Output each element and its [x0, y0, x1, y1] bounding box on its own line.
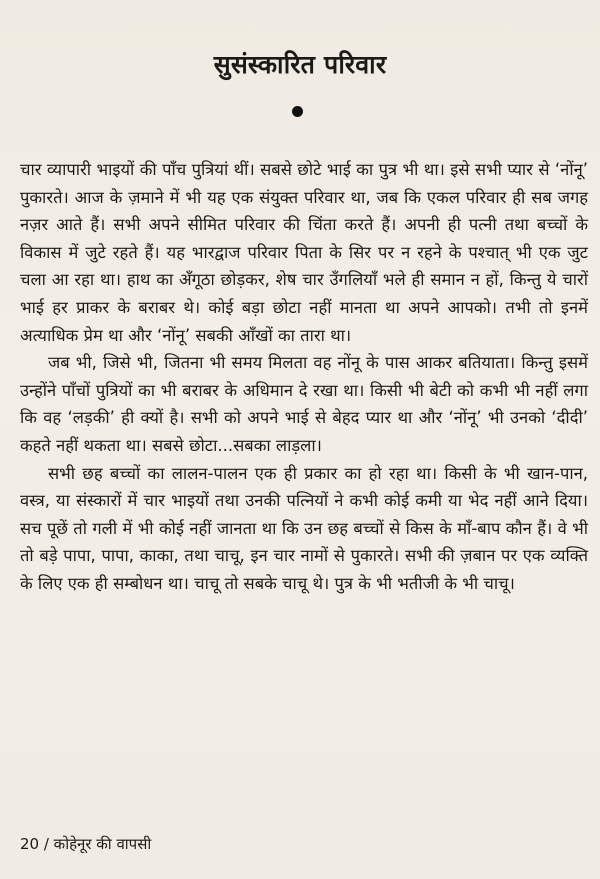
paragraph-3: सभी छह बच्चों का लालन-पालन एक ही प्रकार का हो रहा था। किसी के भी खान-पान, वस्त्र, या संस्कारों में चार भाइयों तथा उनकी पत्नियों ने कभी कोई कमी या भेद नहीं आने दिया। सच पूछें तो गली में भी कोई नहीं जानता था कि उन छह बच्चों से किस के माँ-बाप कौन हैं। वे भी तो बड़े पापा, पापा, काका, तथा चाचू, इन चार नामों से पुकारते। सभी की ज़बान पर एक व्यक्ति के लिए एक ही सम्बोधन था। चाचू तो सबके चाचू थे। पुत्र के भी भतीजी के भी चाचू।: [20, 463, 588, 593]
paragraph-1: चार व्यापारी भाइयों की पाँच पुत्रियां थीं। सबसे छोटे भाई का पुत्र भी था। इसे सभी प्यार से ‘नोंनू’ पुकारते। आज के ज़माने में भी यह एक संयुक्त परिवार था, जब कि एकल परिवार ही सब जगह नज़र आते हैं। सभी अपने सीमित परिवार की चिंता करते हैं। अपनी ही पत्नी तथा बच्चों के विकास में जुटे रहते हैं। यह भारद्वाज परिवार पिता के सिर पर न रहने के पश्चात् भी एक जुट चला आ रहा था। हाथ का अँगूठा छोड़कर, शेष चार उँगलियाँ भले ही समान न हों, किन्तु ये चारों भाई हर प्राकर के बराबर थे। कोई बड़ा छोटा नहीं मानता था अपने आपको। तभी तो इनमें अत्याधिक प्रेम था और ‘नोंनू’ सबकी आँखों का तारा था।: [20, 160, 588, 345]
body-text: [20, 156, 588, 598]
paragraph-2: जब भी, जिसे भी, जितना भी समय मिलता वह नोंनू के पास आकर बतियाता। किन्तु इसमें उन्होंने पाँचों पुत्रियों का भी बराबर के अधिमान दे रखा था। किसी भी बेटी को कभी भी नहीं लगा कि वह ‘लड़की’ ही क्यों है। सभी को अपने भाई से बेहद प्यार था और ‘नोंनू’ भी उनको ‘दीदी’ कहते नहीं थकता था। सबसे छोटा...सबका लाड़ला।: [20, 353, 588, 455]
page-footer: 20 / कोहेनूर की वापसी: [20, 835, 152, 853]
page-title: सुसंस्कारित परिवार: [213, 49, 387, 79]
bullet-ornament: [292, 106, 303, 117]
